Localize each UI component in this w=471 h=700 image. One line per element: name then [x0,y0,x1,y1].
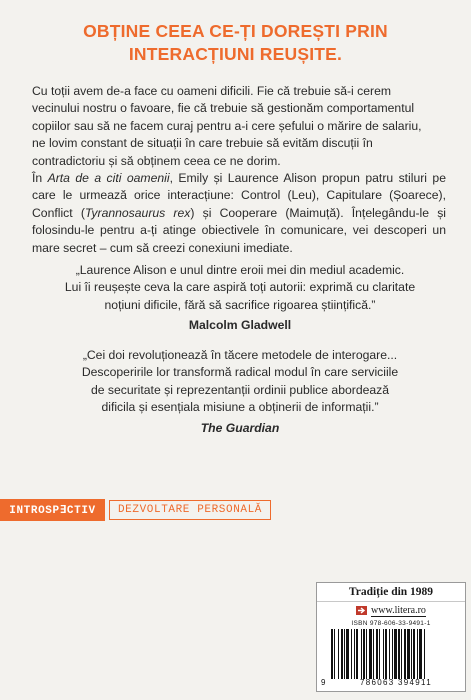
barcode-bar [351,629,352,679]
barcode-bar [398,629,400,679]
barcode-bar [366,629,367,679]
headline-line-1: OBȚINE CEEA CE-ȚI DOREȘTI PRIN [83,21,388,41]
headline [0,20,471,66]
barcode-first-digit: 9 [321,678,326,687]
barcode-bar [369,629,372,679]
barcode-bar [404,629,406,679]
barcode-bar [392,629,393,679]
book-title: Arta de a citi oamenii [47,171,170,186]
website-link[interactable]: www.litera.ro [371,604,426,616]
quote-line: „Laurence Alison e unul dintre eroii mei din mediul academic. [75,263,405,277]
barcode-bar [413,629,415,679]
arrow-icon [356,606,367,615]
barcode-bar [401,629,402,679]
quote-line: Descoperirile lor transformă radical modul în care serviciile [81,365,399,380]
publisher-box [316,582,466,692]
series-tag: INTROSP∃CTIV [0,499,105,521]
barcode-bar [338,629,339,679]
barcode-bar [417,629,418,679]
quote-author: Malcolm Gladwell [188,318,292,333]
barcode [329,629,453,683]
quote-gladwell [40,262,440,335]
blurb [32,83,446,257]
barcode-bar [334,629,335,679]
category-tag: DEZVOLTARE PERSONALĂ [109,500,271,520]
blurb-line: copiilor sau să ne facem curaj pentru a-i cere șefului o mărire de salariu, [32,118,422,133]
blurb-paragraph-1 [32,83,446,170]
barcode-bar [383,629,384,679]
barcode-bar [331,629,333,679]
barcode-bar [344,629,345,679]
quote-line: dificila și esențiala misiune a obținerii de informații.” [101,400,379,415]
blurb-text: , Emily și Laurence Alison propun patru stiluri pe care le urmează orice interacțiune: Control (Leu), Capitulare (Șoarece), Conflict ( [32,171,446,220]
quote-line: Lui îi reușește ceva la care aspiră toți autorii: exprimă cu claritate [64,280,416,295]
barcode-bar [376,629,378,679]
blurb-text: ) și Cooperare (Maimuță). Înțelegându-le și folosindu-le pentru a-ți atinge obiectivele în comunicare, vei descoperi un mare secret – cum să creezi conexiuni imediate. [32,205,446,255]
quote-line: noțiuni dificile, fără să sacrifice rigoarea științifică.” [104,297,376,312]
publisher-website [317,602,465,619]
quote-author: The Guardian [200,420,280,435]
barcode-bar [361,629,362,679]
barcode-bar [379,629,380,679]
barcode-bar [373,629,374,679]
blurb-line: contradictoriu și să obținem ceea ce ne dorim. [32,153,281,168]
barcode-bar [407,629,410,679]
barcode-bar [424,629,425,679]
quote-line: „Cei doi revoluționează în tăcere metodele de interogare... [82,348,398,362]
quote-line: de securitate și reprezentanții ordinii publice abordează [90,382,390,397]
isbn-text: ISBN 978-606-33-9491-1 [351,620,431,627]
headline-line-2: INTERACȚIUNI REUȘITE. [128,44,343,64]
barcode-bar [356,629,358,679]
category-tags [0,499,471,521]
barcode-bar [419,629,422,679]
blurb-line: vecinului nostru o favoare, fie că trebuie să gestionăm comportamentul [32,101,415,116]
barcode-bar [341,629,343,679]
blurb-paragraph-2 [32,170,446,257]
barcode-bar [385,629,387,679]
barcode-bar [411,629,412,679]
barcode-bar [346,629,349,679]
barcode-digits: 786063 394911 [360,678,432,687]
quote-guardian [40,347,440,437]
barcode-bar [363,629,365,679]
barcode-bar [389,629,390,679]
blurb-text: În [32,171,48,186]
barcode-bar [354,629,355,679]
blurb-line: Cu toții avem de-a face cu oameni dificili. Fie că trebuie să-i cerem [32,84,392,98]
dinosaur-name: Tyrannosaurus rex [84,205,191,220]
barcode-bar [394,629,397,679]
blurb-line: ne lovim constant de situații în care trebuie să evităm discuții în [32,136,373,151]
publisher-tagline: Tradiție din 1989 [317,583,465,602]
